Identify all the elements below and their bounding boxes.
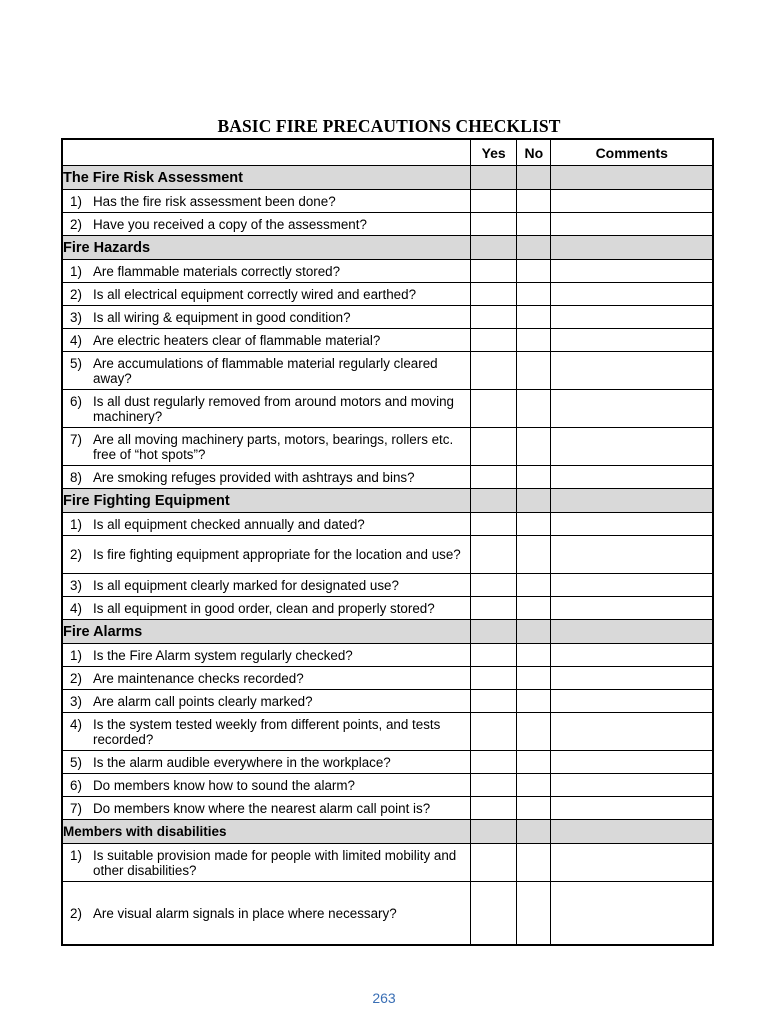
question-cell <box>62 882 471 946</box>
comments-cell[interactable] <box>551 690 713 713</box>
header-row <box>62 139 713 166</box>
comments-cell[interactable] <box>551 536 713 574</box>
question-row <box>62 306 713 329</box>
yes-checkbox-cell[interactable] <box>471 644 517 667</box>
question-cell <box>62 283 471 306</box>
yes-checkbox-cell[interactable] <box>471 690 517 713</box>
section-comments-cell <box>551 489 713 513</box>
header-no: No <box>517 139 551 166</box>
section-title: Fire Hazards <box>62 236 471 260</box>
comments-cell[interactable] <box>551 644 713 667</box>
question-cell <box>62 597 471 620</box>
section-no-cell <box>517 620 551 644</box>
question-number: 6) <box>70 777 82 793</box>
yes-checkbox-cell[interactable] <box>471 713 517 751</box>
yes-checkbox-cell[interactable] <box>471 190 517 213</box>
section-title: Members with disabilities <box>62 820 471 844</box>
question-row <box>62 574 713 597</box>
no-checkbox-cell[interactable] <box>517 574 551 597</box>
yes-checkbox-cell[interactable] <box>471 329 517 352</box>
question-cell <box>62 190 471 213</box>
no-checkbox-cell[interactable] <box>517 283 551 306</box>
section-header-row <box>62 489 713 513</box>
question-number: 4) <box>70 332 82 348</box>
question-number: 7) <box>70 800 82 816</box>
question-number: 2) <box>70 286 82 302</box>
question-number: 2) <box>70 216 82 232</box>
question-text: Has the fire risk assessment been done? <box>93 193 336 209</box>
section-yes-cell <box>471 489 517 513</box>
comments-cell[interactable] <box>551 190 713 213</box>
question-number: 2) <box>70 905 82 921</box>
section-no-cell <box>517 489 551 513</box>
question-number: 1) <box>70 263 82 279</box>
no-checkbox-cell[interactable] <box>517 774 551 797</box>
section-comments-cell <box>551 166 713 190</box>
question-row <box>62 713 713 751</box>
question-text: Is all wiring & equipment in good condition? <box>93 309 351 325</box>
question-cell <box>62 667 471 690</box>
no-checkbox-cell[interactable] <box>517 190 551 213</box>
no-checkbox-cell[interactable] <box>517 844 551 882</box>
question-row <box>62 882 713 946</box>
comments-cell[interactable] <box>551 283 713 306</box>
comments-cell[interactable] <box>551 352 713 390</box>
no-checkbox-cell[interactable] <box>517 390 551 428</box>
no-checkbox-cell[interactable] <box>517 428 551 466</box>
comments-cell[interactable] <box>551 597 713 620</box>
no-checkbox-cell[interactable] <box>517 213 551 236</box>
question-row <box>62 213 713 236</box>
no-checkbox-cell[interactable] <box>517 751 551 774</box>
no-checkbox-cell[interactable] <box>517 536 551 574</box>
question-cell <box>62 352 471 390</box>
yes-checkbox-cell[interactable] <box>471 213 517 236</box>
question-cell <box>62 390 471 428</box>
comments-cell[interactable] <box>551 213 713 236</box>
question-row <box>62 667 713 690</box>
no-checkbox-cell[interactable] <box>517 667 551 690</box>
question-cell <box>62 644 471 667</box>
question-text: Do members know where the nearest alarm call point is? <box>93 800 431 816</box>
yes-checkbox-cell[interactable] <box>471 844 517 882</box>
question-row <box>62 513 713 536</box>
question-number: 4) <box>70 600 82 616</box>
question-number: 1) <box>70 847 82 863</box>
question-cell <box>62 574 471 597</box>
question-cell <box>62 329 471 352</box>
comments-cell[interactable] <box>551 713 713 751</box>
yes-checkbox-cell[interactable] <box>471 390 517 428</box>
question-text: Is all equipment clearly marked for designated use? <box>93 577 399 593</box>
no-checkbox-cell[interactable] <box>517 466 551 489</box>
question-number: 7) <box>70 431 82 447</box>
question-row <box>62 390 713 428</box>
section-yes-cell <box>471 820 517 844</box>
question-text: Is all equipment in good order, clean and properly stored? <box>93 600 435 616</box>
question-row <box>62 597 713 620</box>
question-row <box>62 690 713 713</box>
no-checkbox-cell[interactable] <box>517 306 551 329</box>
question-number: 6) <box>70 393 82 409</box>
yes-checkbox-cell[interactable] <box>471 513 517 536</box>
question-row <box>62 260 713 283</box>
question-row <box>62 352 713 390</box>
no-checkbox-cell[interactable] <box>517 260 551 283</box>
yes-checkbox-cell[interactable] <box>471 352 517 390</box>
document-title: BASIC FIRE PRECAUTIONS CHECKLIST <box>217 116 561 136</box>
question-number: 8) <box>70 469 82 485</box>
no-checkbox-cell[interactable] <box>517 644 551 667</box>
question-cell <box>62 306 471 329</box>
question-number: 4) <box>70 716 82 732</box>
question-cell <box>62 751 471 774</box>
yes-checkbox-cell[interactable] <box>471 536 517 574</box>
question-cell <box>62 260 471 283</box>
yes-checkbox-cell[interactable] <box>471 574 517 597</box>
checklist-table <box>61 138 714 946</box>
question-cell <box>62 428 471 466</box>
question-number: 1) <box>70 647 82 663</box>
header-yes: Yes <box>471 139 517 166</box>
question-cell <box>62 466 471 489</box>
section-title: The Fire Risk Assessment <box>62 166 471 190</box>
question-cell <box>62 513 471 536</box>
question-text: Is all dust regularly removed from around motors and moving machinery? <box>93 393 454 424</box>
question-number: 3) <box>70 693 82 709</box>
question-row <box>62 844 713 882</box>
section-title: Fire Fighting Equipment <box>62 489 471 513</box>
question-text: Are all moving machinery parts, motors, bearings, rollers etc. free of “hot spots”? <box>93 431 454 462</box>
question-cell <box>62 713 471 751</box>
no-checkbox-cell[interactable] <box>517 597 551 620</box>
question-text: Are maintenance checks recorded? <box>93 670 304 686</box>
question-number: 2) <box>70 670 82 686</box>
question-row <box>62 644 713 667</box>
question-row <box>62 536 713 574</box>
question-text: Are visual alarm signals in place where necessary? <box>93 905 397 921</box>
yes-checkbox-cell[interactable] <box>471 428 517 466</box>
yes-checkbox-cell[interactable] <box>471 597 517 620</box>
no-checkbox-cell[interactable] <box>517 352 551 390</box>
section-yes-cell <box>471 620 517 644</box>
question-number: 5) <box>70 355 82 371</box>
no-checkbox-cell[interactable] <box>517 690 551 713</box>
yes-checkbox-cell[interactable] <box>471 667 517 690</box>
section-yes-cell <box>471 236 517 260</box>
question-text: Is all equipment checked annually and dated? <box>93 516 365 532</box>
question-text: Do members know how to sound the alarm? <box>93 777 355 793</box>
question-row <box>62 428 713 466</box>
yes-checkbox-cell[interactable] <box>471 260 517 283</box>
question-row <box>62 774 713 797</box>
question-text: Are smoking refuges provided with ashtrays and bins? <box>93 469 415 485</box>
yes-checkbox-cell[interactable] <box>471 466 517 489</box>
no-checkbox-cell[interactable] <box>517 713 551 751</box>
header-comments: Comments <box>551 139 713 166</box>
question-cell <box>62 213 471 236</box>
question-number: 1) <box>70 193 82 209</box>
comments-cell[interactable] <box>551 428 713 466</box>
no-checkbox-cell[interactable] <box>517 797 551 820</box>
question-text: Have you received a copy of the assessment? <box>93 216 367 232</box>
question-text: Is the Fire Alarm system regularly checked? <box>93 647 353 663</box>
yes-checkbox-cell[interactable] <box>471 882 517 946</box>
yes-checkbox-cell[interactable] <box>471 283 517 306</box>
section-comments-cell <box>551 620 713 644</box>
yes-checkbox-cell[interactable] <box>471 306 517 329</box>
comments-cell[interactable] <box>551 667 713 690</box>
section-header-row <box>62 820 713 844</box>
page-number: 263 <box>372 990 396 1006</box>
comments-cell[interactable] <box>551 774 713 797</box>
yes-checkbox-cell[interactable] <box>471 751 517 774</box>
checklist-body <box>62 166 713 946</box>
header-question <box>62 139 471 166</box>
question-text: Are flammable materials correctly stored? <box>93 263 341 279</box>
comments-cell[interactable] <box>551 797 713 820</box>
comments-cell[interactable] <box>551 574 713 597</box>
comments-cell[interactable] <box>551 329 713 352</box>
question-number: 3) <box>70 309 82 325</box>
question-text: Are accumulations of flammable material regularly cleared away? <box>93 355 438 386</box>
question-number: 3) <box>70 577 82 593</box>
section-no-cell <box>517 166 551 190</box>
question-cell <box>62 690 471 713</box>
question-text: Is all electrical equipment correctly wired and earthed? <box>93 286 417 302</box>
question-row <box>62 190 713 213</box>
question-row <box>62 797 713 820</box>
section-no-cell <box>517 820 551 844</box>
comments-cell[interactable] <box>551 882 713 946</box>
question-text: Is fire fighting equipment appropriate for the location and use? <box>93 547 461 562</box>
question-number: 1) <box>70 516 82 532</box>
question-cell <box>62 774 471 797</box>
comments-cell[interactable] <box>551 466 713 489</box>
question-row <box>62 283 713 306</box>
question-cell <box>62 844 471 882</box>
question-text: Is suitable provision made for people with limited mobility and other disabilities? <box>93 847 457 878</box>
comments-cell[interactable] <box>551 390 713 428</box>
question-row <box>62 329 713 352</box>
yes-checkbox-cell[interactable] <box>471 774 517 797</box>
no-checkbox-cell[interactable] <box>517 513 551 536</box>
comments-cell[interactable] <box>551 513 713 536</box>
yes-checkbox-cell[interactable] <box>471 797 517 820</box>
section-comments-cell <box>551 236 713 260</box>
section-header-row <box>62 166 713 190</box>
comments-cell[interactable] <box>551 844 713 882</box>
section-no-cell <box>517 236 551 260</box>
question-row <box>62 466 713 489</box>
comments-cell[interactable] <box>551 260 713 283</box>
question-text: Is the system tested weekly from different points, and tests recorded? <box>93 716 441 747</box>
question-text: Are electric heaters clear of flammable material? <box>93 332 381 348</box>
section-yes-cell <box>471 166 517 190</box>
comments-cell[interactable] <box>551 306 713 329</box>
question-number: 5) <box>70 754 82 770</box>
question-number: 2) <box>70 547 82 562</box>
question-row <box>62 751 713 774</box>
section-header-row <box>62 620 713 644</box>
question-text: Are alarm call points clearly marked? <box>93 693 313 709</box>
no-checkbox-cell[interactable] <box>517 329 551 352</box>
question-cell <box>62 536 471 574</box>
comments-cell[interactable] <box>551 751 713 774</box>
section-comments-cell <box>551 820 713 844</box>
question-cell <box>62 797 471 820</box>
section-title: Fire Alarms <box>62 620 471 644</box>
section-header-row <box>62 236 713 260</box>
question-text: Is the alarm audible everywhere in the workplace? <box>93 754 391 770</box>
no-checkbox-cell[interactable] <box>517 882 551 946</box>
